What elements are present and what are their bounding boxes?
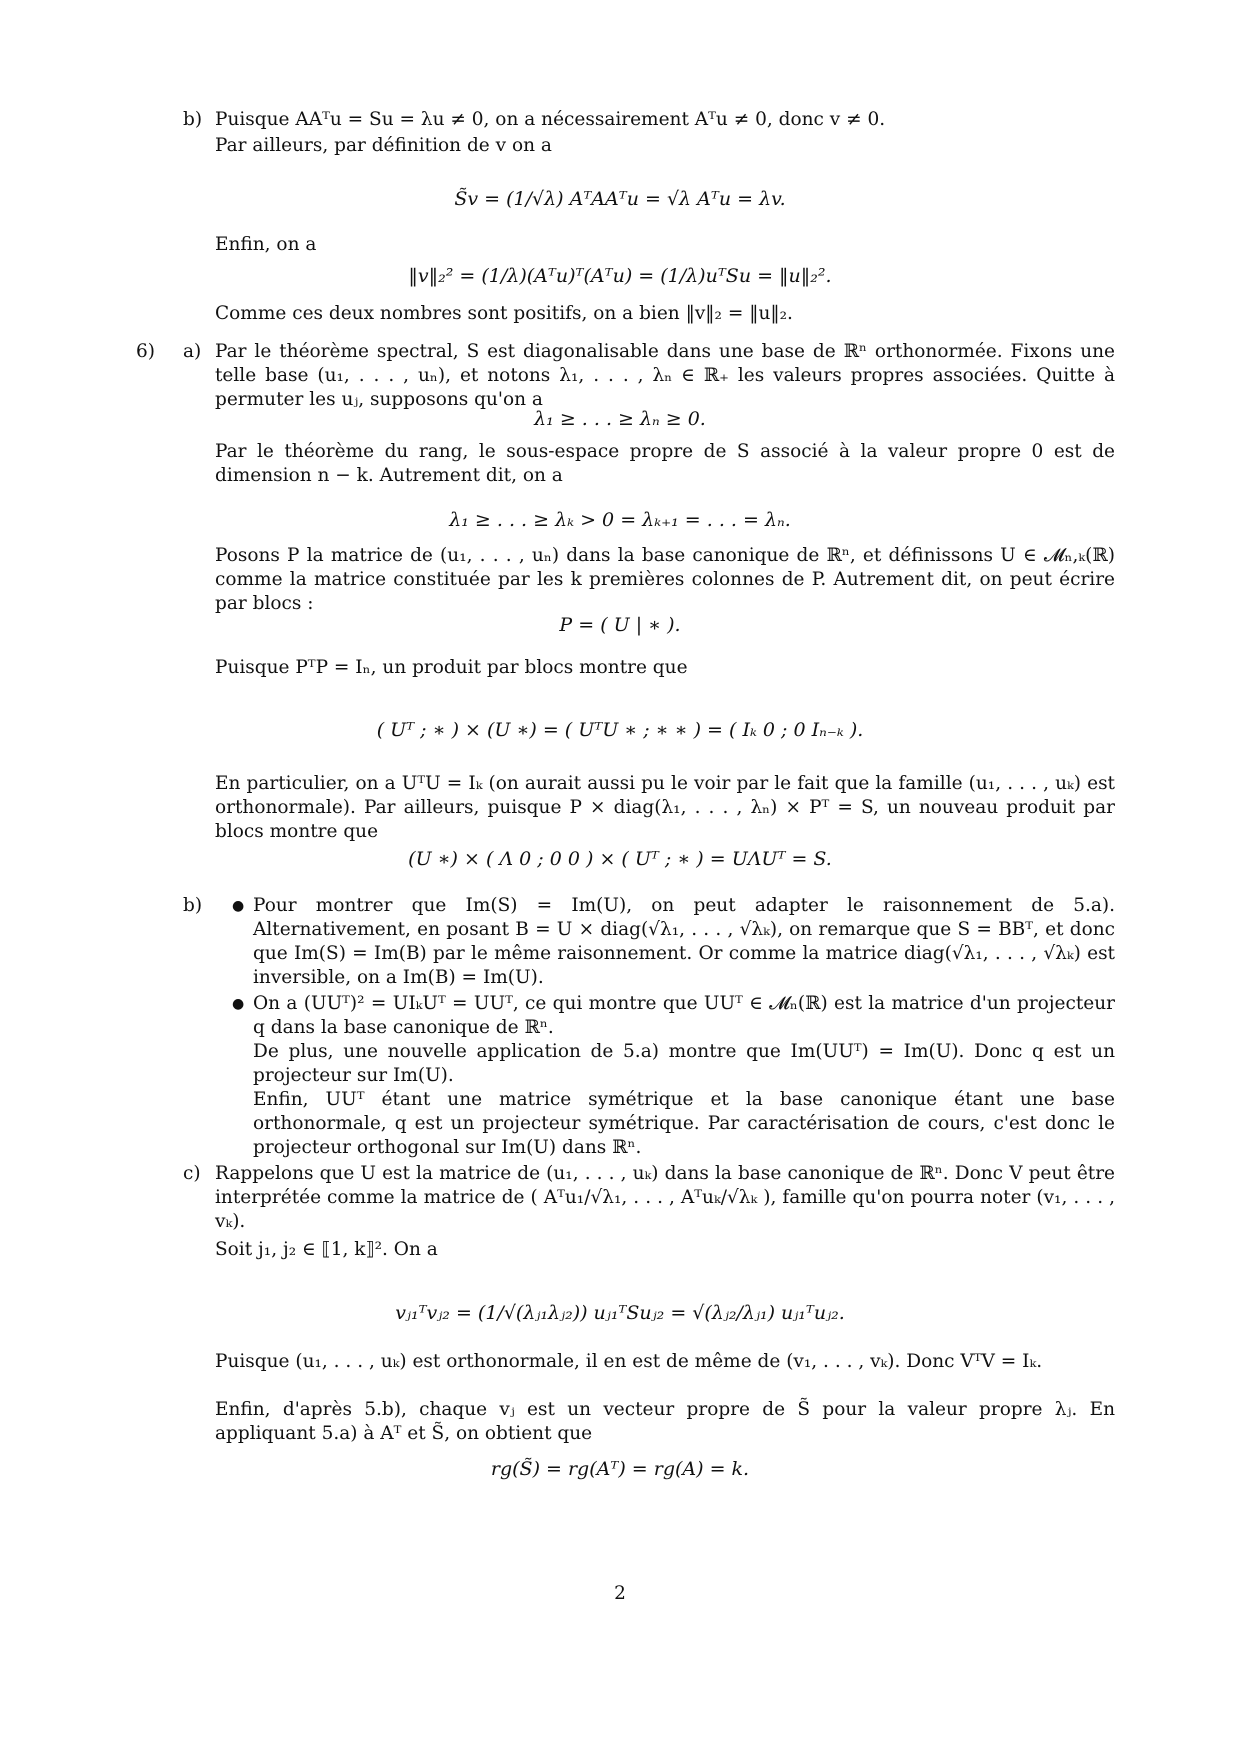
q6a-equation4: ( Uᵀ ; ∗ ) × (U ∗) = ( UᵀU ∗ ; ∗ ∗ ) = ( Iₖ 0 ; 0 Iₙ₋ₖ ). <box>376 719 864 741</box>
q6c-equation2: rg(S̃) = rg(Aᵀ) = rg(A) = k. <box>490 1458 750 1480</box>
q6a-paragraph5: En particulier, on a UᵀU = Iₖ (on aurait aussi pu le voir par le fait que la famille (u₁, . . . , uₖ) est orthonormale). Par ailleurs, puisque P × diag(λ₁, . . . , λₙ) × Pᵀ = S, un nouveau produit par blocs montre que <box>215 773 1115 842</box>
bullet-icon: ● <box>232 996 245 1012</box>
q6b-label: b) <box>183 895 203 916</box>
q6c-label: c) <box>183 1163 201 1184</box>
q6c-equation1: vⱼ₁ᵀvⱼ₂ = (1/√(λⱼ₁λⱼ₂)) uⱼ₁ᵀSuⱼ₂ = √(λⱼ₂/λⱼ₁) uⱼ₁ᵀuⱼ₂. <box>395 1302 845 1324</box>
q6c-paragraph3: Puisque (u₁, . . . , uₖ) est orthonormale, il en est de même de (v₁, . . . , vₖ). Donc VᵀV = Iₖ. <box>215 1351 1043 1372</box>
q5b-line4: Comme ces deux nombres sont positifs, on a bien ‖v‖₂ = ‖u‖₂. <box>215 303 793 324</box>
q6b-bullet2-part2: De plus, une nouvelle application de 5.a) montre que Im(UUᵀ) = Im(U). Donc q est un projecteur sur Im(U). <box>253 1041 1115 1086</box>
q5b-label: b) <box>183 109 203 130</box>
q5b-line2: Par ailleurs, par définition de v on a <box>215 135 552 156</box>
q6c-paragraph4: Enfin, d'après 5.b), chaque vⱼ est un vecteur propre de S̃ pour la valeur propre λⱼ. En appliquant 5.a) à Aᵀ et S̃, on obtient que <box>215 1399 1115 1444</box>
q6b-bullet2-part3: Enfin, UUᵀ étant une matrice symétrique et la base canonique étant une base orthonormale, q est un projecteur symétrique. Par caractérisation de cours, c'est donc le projecteur orthogonal sur Im(U) dans ℝⁿ. <box>253 1089 1115 1158</box>
q6a-paragraph3: Posons P la matrice de (u₁, . . . , uₙ) dans la base canonique de ℝⁿ, et définissons U ∈ 𝓜ₙ,ₖ(ℝ) comme la matrice constituée par les k premières colonnes de P. Autrement dit, on peut écrire par blocs : <box>215 545 1115 614</box>
q5b-line3: Enfin, on a <box>215 234 317 255</box>
q5b-equation1: S̃v = (1/√λ) AᵀAAᵀu = √λ Aᵀu = λv. <box>454 188 786 210</box>
bullet-icon: ● <box>232 898 245 914</box>
q6a-equation1: λ₁ ≥ . . . ≥ λₙ ≥ 0. <box>534 408 706 430</box>
q6a-paragraph1: Par le théorème spectral, S est diagonalisable dans une base de ℝⁿ orthonormée. Fixons une telle base (u₁, . . . , uₙ), et notons λ₁, . . . , λₙ ∈ ℝ₊ les valeurs propres associées. Quitte à permuter les uⱼ, supposons qu'on a <box>215 341 1115 410</box>
q6b-bullet2-part1: On a (UUᵀ)² = UIₖUᵀ = UUᵀ, ce qui montre que UUᵀ ∈ 𝓜ₙ(ℝ) est la matrice d'un projecteur q dans la base canonique de ℝⁿ. <box>253 993 1115 1038</box>
q6a-label: a) <box>183 341 202 362</box>
q5b-line1: Puisque AAᵀu = Su = λu ≠ 0, on a nécessairement Aᵀu ≠ 0, donc v ≠ 0. <box>215 109 886 130</box>
q6a-paragraph4: Puisque PᵀP = Iₙ, un produit par blocs montre que <box>215 657 688 678</box>
q5b-equation2: ‖v‖₂² = (1/λ)(Aᵀu)ᵀ(Aᵀu) = (1/λ)uᵀSu = ‖u‖₂². <box>408 265 832 287</box>
q6b-bullet1: Pour montrer que Im(S) = Im(U), on peut adapter le raisonnement de 5.a). Alternativement, en posant B = U × diag(√λ₁, . . . , √λₖ), on remarque que S = BBᵀ, et donc que Im(S) = Im(B) par le même raisonnement. Or comme la matrice diag(√λ₁, . . . , √λₖ) est inversible, on a Im(B) = Im(U). <box>253 895 1115 988</box>
page-number: 2 <box>614 1583 626 1604</box>
q6a-equation5: (U ∗) × ( Λ 0 ; 0 0 ) × ( Uᵀ ; ∗ ) = UΛUᵀ = S. <box>408 848 832 870</box>
q6-number: 6) <box>136 341 155 362</box>
q6a-equation3: P = ( U | ∗ ). <box>559 614 681 636</box>
q6c-paragraph1: Rappelons que U est la matrice de (u₁, . . . , uₖ) dans la base canonique de ℝⁿ. Donc V peut être interprétée comme la matrice de ( Aᵀu₁/√λ₁, . . . , Aᵀuₖ/√λₖ ), famille qu'on pourra noter (v₁, . . . , vₖ). <box>215 1163 1115 1232</box>
q6c-paragraph2: Soit j₁, j₂ ∈ ⟦1, k⟧². On a <box>215 1239 438 1260</box>
q6a-paragraph2: Par le théorème du rang, le sous-espace propre de S associé à la valeur propre 0 est de dimension n − k. Autrement dit, on a <box>215 441 1115 486</box>
q6a-equation2: λ₁ ≥ . . . ≥ λₖ > 0 = λₖ₊₁ = . . . = λₙ. <box>449 509 791 531</box>
